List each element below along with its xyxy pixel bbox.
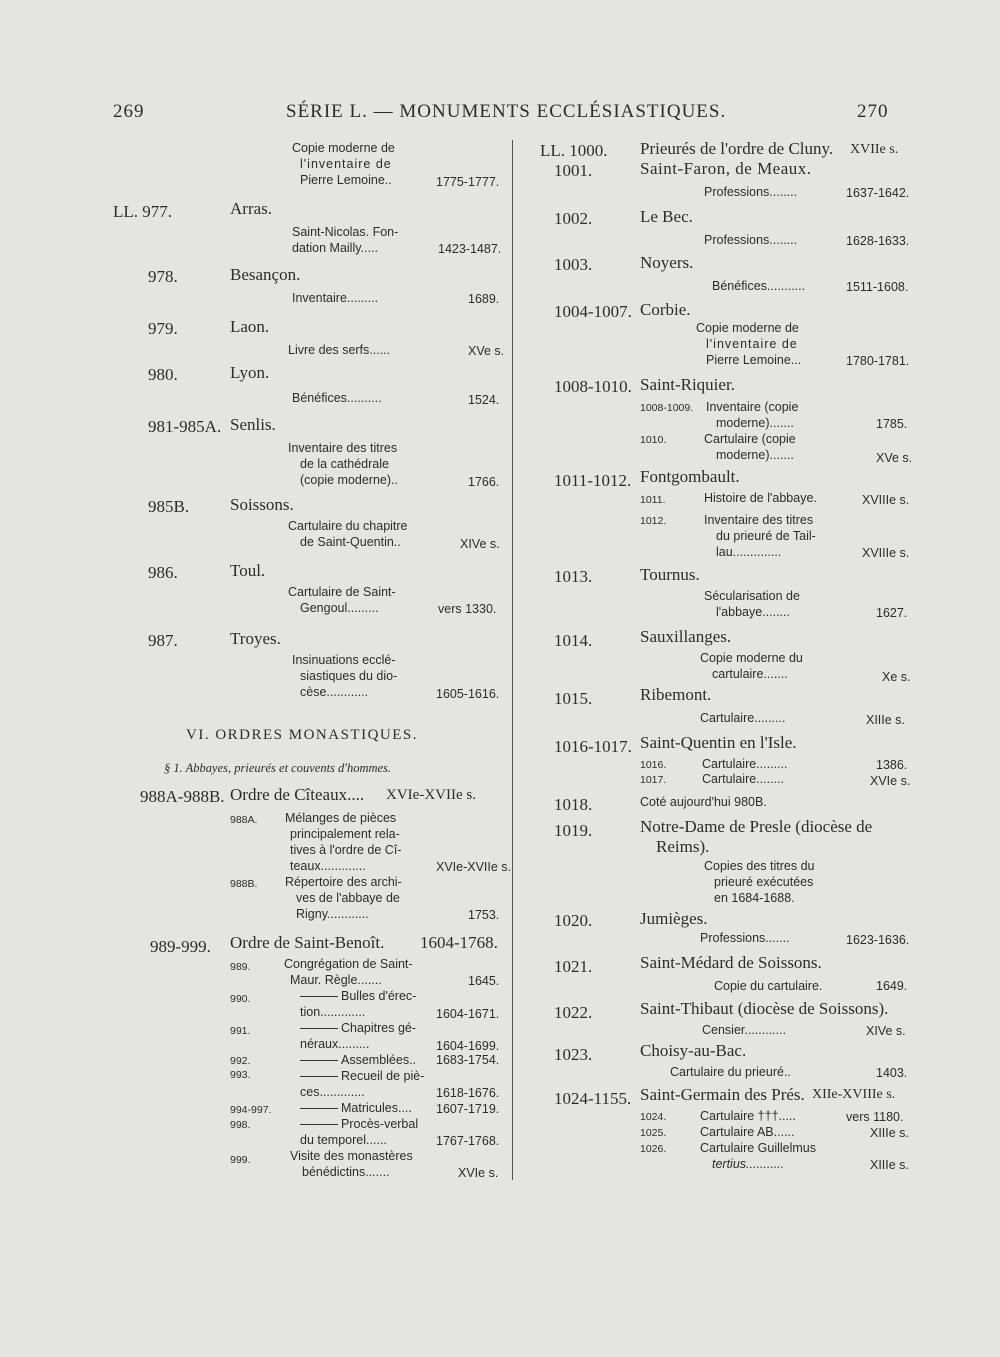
entry-desc: Bénéfices........... [712,279,806,293]
page-number-right: 270 [857,101,889,122]
entry-desc: l'inventaire de [706,337,798,351]
entry-date: 1605-1616. [436,687,500,701]
entry-number: 1024-1155. [554,1089,632,1108]
entry-desc: Copies des titres du [704,859,815,873]
entry-desc-text: Recueil de piè- [341,1069,425,1083]
entry-desc: Pierre Lemoine.. [300,173,392,187]
entry-date: 1780-1781. [846,354,910,368]
entry-desc: lau.............. [716,545,782,559]
entry-date: 1628-1633. [846,234,910,248]
entry-date: 1683-1754. [436,1053,500,1067]
entry-name: Troyes. [230,629,281,648]
entry-desc: Inventaire (copie [706,400,799,414]
entry-name: Choisy-au-Bac. [640,1041,747,1060]
entry-name: Lyon. [230,363,270,382]
entry-date: 1649. [876,979,908,993]
entry-date: XVe s. [876,451,913,465]
entry-desc: moderne)....... [716,416,794,430]
sub-number: 1016. [640,759,667,771]
entry-date: 1753. [468,908,500,922]
entry-name: Notre-Dame de Presle (diocèse de [640,817,873,836]
entry-desc: Livre des serfs...... [288,343,391,357]
entry-desc: Cartulaire AB...... [700,1125,795,1139]
entry-date: 1604-1699. [436,1039,500,1053]
sub-number: 993. [230,1069,251,1081]
entry-date: 1423-1487. [438,242,502,256]
entry-name: Reims). [656,837,710,856]
entry-name: Ordre de Cîteaux.... [230,785,365,804]
entry-desc: ves de l'abbaye de [296,891,400,905]
sub-number: 1017. [640,774,667,786]
entry-desc [300,990,416,1003]
entry-number: 1015. [554,689,593,708]
entry-number: 1023. [554,1045,593,1064]
entry-desc: Coté aujourd'hui 980B. [640,795,767,809]
entry-name: Saint-Faron, de Meaux. [640,159,812,178]
entry-date: 1524. [468,393,500,407]
entry-date: XIVe s. [460,537,500,551]
sub-number: 1010. [640,434,667,446]
entry-desc [300,1054,416,1067]
sub-number: 994-997. [230,1104,272,1116]
entry-desc [300,1070,424,1083]
entry-date: 1607-1719. [436,1102,500,1116]
entry-date: XVIe-XVIIe s. [436,860,512,874]
entry-number: 1021. [554,957,593,976]
entry-desc: Saint-Nicolas. Fon- [292,225,399,239]
entry-date: 1645. [468,974,500,988]
entry-desc: dation Mailly..... [292,241,378,255]
entry-name: Soissons. [230,495,294,514]
entry-number: 1013. [554,567,593,586]
sub-number: 1025. [640,1127,667,1139]
entry-date: 1637-1642. [846,186,910,200]
entry-name: Laon. [230,317,270,336]
entry-desc: de Saint-Quentin.. [300,535,401,549]
entry-date: 1618-1676. [436,1086,500,1100]
entry-name: Saint-Médard de Soissons. [640,953,822,972]
entry-desc: Copie moderne du [700,651,803,665]
entry-desc: néraux......... [300,1037,370,1051]
entry-name: Saint-Riquier. [640,375,735,394]
entry-date: vers 1180. [846,1110,904,1124]
entry-desc-text: Chapitres gé- [341,1021,417,1035]
sub-number: 1024. [640,1111,667,1123]
subsection-title: § 1. Abbayes, prieurés et couvents d'hommes. [164,761,392,775]
entry-date: 1623-1636. [846,933,910,947]
entry-desc: Insinuations ecclé- [292,653,396,667]
sub-number: 989. [230,961,251,973]
entry-number: 1020. [554,911,593,930]
entry-number: 1011-1012. [554,471,632,490]
entry-name: Arras. [230,199,273,218]
entry-number: 981-985A. [148,417,222,436]
entry-desc: Cartulaire......... [700,711,786,725]
entry-desc: teaux............. [290,859,366,873]
entry-name: Sauxillanges. [640,627,732,646]
entry-desc: moderne)....... [716,448,794,462]
entry-desc: siastiques du dio- [300,669,398,683]
entry-number: 1018. [554,795,593,814]
entry-desc: Inventaire des titres [704,513,814,527]
entry-desc: l'inventaire de [300,157,392,171]
entry-date: vers 1330. [438,602,497,616]
entry-desc-text: Bulles d'érec- [341,989,417,1003]
entry-desc: l'abbaye........ [716,605,790,619]
entry-number: LL. 977. [113,202,173,221]
entry-number: 988A-988B. [140,787,225,806]
entry-number: 985B. [148,497,190,516]
entry-number: LL. 1000. [540,141,608,160]
entry-desc: cartulaire....... [712,667,788,681]
entry-desc: Copie moderne de [696,321,799,335]
entry-date: 1511-1608. [846,280,909,294]
entry-number: 1016-1017. [554,737,632,756]
entry-desc-text: Procès-verbal [341,1117,419,1131]
entry-desc: Sécularisation de [704,589,800,603]
entry-desc: Bénéfices.......... [292,391,382,405]
sub-number: 1008-1009. [640,402,694,414]
entry-number: 1003. [554,255,593,274]
entry-name: Saint-Thibaut (diocèse de Soissons). [640,999,889,1018]
entry-number: 978. [148,267,178,286]
entry-desc [300,1102,412,1115]
entry-name: Ordre de Saint-Benoît. [230,933,385,952]
entry-date: 1767-1768. [436,1134,500,1148]
entry-name: Fontgombault. [640,467,740,486]
entry-desc: Maur. Règle....... [290,973,382,987]
sub-number: 1012. [640,515,667,527]
entry-desc: Copie moderne de [292,141,395,155]
entry-date: 1386. [876,758,908,772]
entry-number: 1014. [554,631,593,650]
entry-desc: principalement rela- [290,827,400,841]
entry-date: 1627. [876,606,908,620]
entry-date: XVe s. [468,344,505,358]
entry-date: XIIIe s. [870,1126,909,1140]
entry-desc: ces............. [300,1085,365,1099]
entry-number: 986. [148,563,178,582]
entry-desc: du prieuré de Tail- [716,529,816,543]
entry-desc: Répertoire des archi- [285,875,402,889]
entry-date: XVIIe s. [850,142,899,157]
entry-number: 980. [148,365,178,384]
section-title: VI. ORDRES MONASTIQUES. [186,727,419,743]
entry-desc: Inventaire des titres [288,441,398,455]
entry-desc: (copie moderne).. [300,473,398,487]
entry-desc: Copie du cartulaire. [714,979,823,993]
ditto-dash [300,1028,338,1029]
entry-desc: Cartulaire †††..... [700,1109,796,1123]
entry-desc: Pierre Lemoine... [706,353,802,367]
entry-date: XVIe s. [870,774,911,788]
entry-date: 1604-1671. [436,1007,500,1021]
entry-date: 1689. [468,292,500,306]
entry-desc: Professions........ [704,185,798,199]
ditto-dash [300,1124,338,1125]
entry-date: XVIe-XVIIe s. [386,787,476,803]
entry-date: XIIe-XVIIIe s. [812,1087,896,1102]
entry-number: 1004-1007. [554,302,632,321]
ditto-dash [300,1108,338,1109]
entry-number: 1022. [554,1003,593,1022]
entry-desc: Rigny............ [296,907,369,921]
entry-desc: Gengoul......... [300,601,379,615]
entry-desc: tion............. [300,1005,366,1019]
entry-date: XVIe s. [458,1166,499,1180]
entry-number: 1008-1010. [554,377,632,396]
entry-desc: Inventaire......... [292,291,379,305]
entry-name: Le Bec. [640,207,693,226]
sub-number: 992. [230,1055,251,1067]
entry-desc: tives à l'ordre de Cî- [290,843,402,857]
entry-name: Besançon. [230,265,301,284]
entry-desc: Visite des monastères [290,1149,413,1163]
entry-desc-text: Assemblées.. [341,1053,417,1067]
entry-desc: du temporel...... [300,1133,387,1147]
entry-name: Saint-Quentin en l'Isle. [640,733,797,752]
entry-desc: en 1684-1688. [714,891,795,905]
sub-number: 991. [230,1025,251,1037]
entry-date: XIIIe s. [870,1158,909,1172]
column-divider [512,140,513,1180]
entry-name: Tournus. [640,565,700,584]
entry-desc: Cartulaire......... [702,757,788,771]
entry-desc: Congrégation de Saint- [284,957,413,971]
ditto-dash [300,1076,338,1077]
sub-number: 988A. [230,814,258,826]
entry-desc: Censier............ [702,1023,787,1037]
sub-number: 998. [230,1119,251,1131]
page-number-left: 269 [113,101,145,122]
page-title: SÉRIE L. — MONUMENTS ECCLÉSIASTIQUES. [286,101,727,122]
entry-name: Saint-Germain des Prés. [640,1085,805,1104]
entry-date: 1785. [876,417,908,431]
entry-desc [300,1022,416,1035]
entry-desc: Histoire de l'abbaye. [704,491,817,505]
entry-desc: Mélanges de pièces [285,811,397,825]
entry-date: XVIIIe s. [862,493,910,507]
sub-number: 999. [230,1154,251,1166]
entry-number: 1002. [554,209,593,228]
entry-date: XIIIe s. [866,713,905,727]
entry-desc: Cartulaire........ [702,772,784,786]
entry-desc [300,1118,418,1131]
entry-desc: Cartulaire du prieuré.. [670,1065,791,1079]
ditto-dash [300,996,338,997]
entry-number: 989-999. [150,937,211,956]
entry-desc: Professions....... [700,931,790,945]
entry-desc: tertius........... [712,1157,785,1171]
sub-number: 990. [230,993,251,1005]
sub-number: 988B. [230,878,258,890]
ditto-dash [300,1060,338,1061]
entry-date: 1775-1777. [436,175,500,189]
entry-desc-text: Matricules.... [341,1101,412,1115]
entry-date: XIVe s. [866,1024,906,1038]
entry-desc: prieuré exécutées [714,875,814,889]
entry-desc: bénédictins....... [302,1165,390,1179]
entry-name: Senlis. [230,415,276,434]
entry-desc: cèse............ [300,685,369,699]
entry-number: 979. [148,319,178,338]
entry-name: Jumièges. [640,909,708,928]
entry-desc: de la cathédrale [300,457,389,471]
entry-date: 1403. [876,1066,908,1080]
entry-number: 987. [148,631,178,650]
entry-name: Prieurés de l'ordre de Cluny. [640,139,834,158]
entry-name: Noyers. [640,253,694,272]
entry-name: Ribemont. [640,685,712,704]
entry-date: XVIIIe s. [862,546,910,560]
sub-number: 1026. [640,1143,667,1155]
entry-date: 1766. [468,475,500,489]
entry-number: 1001. [554,161,593,180]
entry-date: Xe s. [882,670,911,684]
entry-desc: Cartulaire de Saint- [288,585,396,599]
entry-number: 1019. [554,821,593,840]
entry-desc: Cartulaire (copie [704,432,796,446]
entry-desc: Professions........ [704,233,798,247]
entry-name: Corbie. [640,300,691,319]
entry-date: 1604-1768. [420,933,498,952]
sub-number: 1011. [640,494,666,506]
entry-name: Toul. [230,561,266,580]
entry-desc: Cartulaire Guillelmus [700,1141,817,1155]
entry-desc: Cartulaire du chapitre [288,519,408,533]
